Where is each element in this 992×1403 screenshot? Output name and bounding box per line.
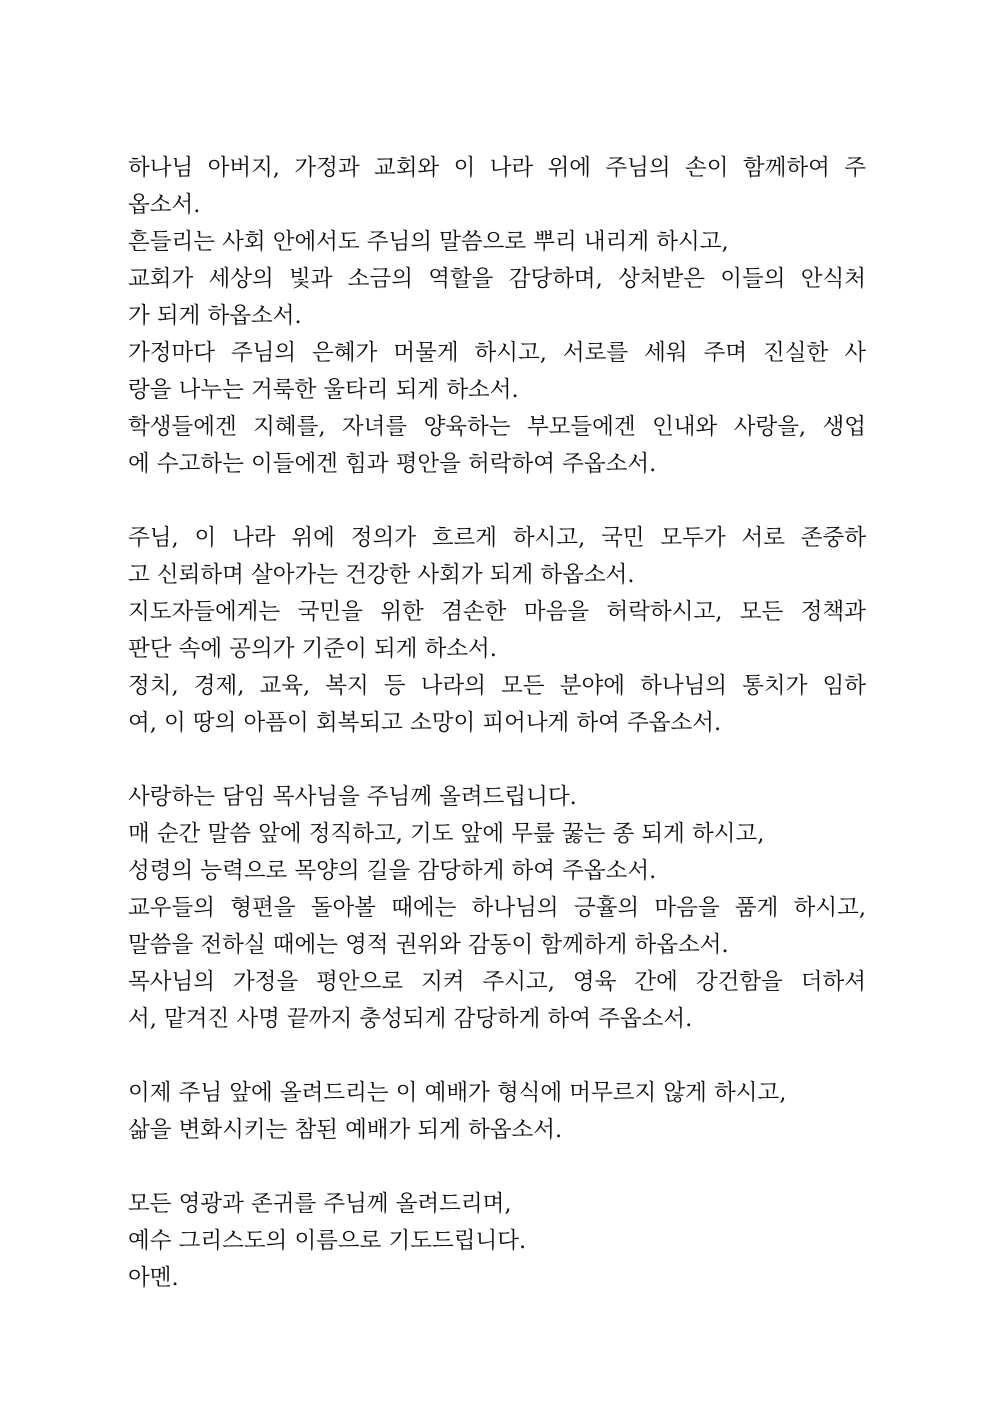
text-line: 옵소서. bbox=[128, 192, 201, 218]
text-line: 매 순간 말씀 앞에 정직하고, 기도 앞에 무릎 꿇는 종 되게 하시고, bbox=[128, 821, 765, 847]
text-line: 여, 이 땅의 아픔이 회복되고 소망이 피어나게 하여 주옵소서. bbox=[128, 710, 722, 736]
text-line: 성령의 능력으로 목양의 길을 감당하게 하여 주옵소서. bbox=[128, 858, 657, 884]
text-line: 교회가 세상의 빛과 소금의 역할을 감당하며, 상처받은 이들의 안식처 bbox=[128, 266, 866, 292]
text-line: 하나님 아버지, 가정과 교회와 이 나라 위에 주님의 손이 함께하여 주 bbox=[128, 155, 866, 181]
text-line: 아멘. bbox=[128, 1265, 179, 1291]
blank-line bbox=[128, 742, 866, 779]
text-line: 주님, 이 나라 위에 정의가 흐르게 하시고, 국민 모두가 서로 존중하 bbox=[128, 525, 866, 551]
blank-line bbox=[128, 1149, 866, 1186]
text-line: 지도자들에게는 국민을 위한 겸손한 마음을 허락하시고, 모든 정책과 bbox=[128, 599, 866, 625]
text-line: 모든 영광과 존귀를 주님께 올려드리며, bbox=[128, 1191, 512, 1217]
text-line: 서, 맡겨진 사명 끝까지 충성되게 감당하게 하여 주옵소서. bbox=[128, 1006, 693, 1032]
text-line: 예수 그리스도의 이름으로 기도드립니다. bbox=[128, 1228, 527, 1254]
text-line: 목사님의 가정을 평안으로 지켜 주시고, 영육 간에 강건함을 더하셔 bbox=[128, 969, 866, 995]
text-line: 학생들에겐 지혜를, 자녀를 양육하는 부모들에겐 인내와 사랑을, 생업 bbox=[128, 414, 866, 440]
blank-line bbox=[128, 1038, 866, 1075]
text-line: 고 신뢰하며 살아가는 건강한 사회가 되게 하옵소서. bbox=[128, 562, 635, 588]
prayer-text bbox=[128, 150, 866, 1297]
text-line: 말씀을 전하실 때에는 영적 권위와 감동이 함께하게 하옵소서. bbox=[128, 932, 729, 958]
text-line: 판단 속에 공의가 기준이 되게 하소서. bbox=[128, 636, 497, 662]
text-line: 가정마다 주님의 은혜가 머물게 하시고, 서로를 세워 주며 진실한 사 bbox=[128, 340, 866, 366]
text-line: 가 되게 하옵소서. bbox=[128, 303, 302, 329]
text-line: 에 수고하는 이들에겐 힘과 평안을 허락하여 주옵소서. bbox=[128, 451, 657, 477]
text-line: 교우들의 형편을 돌아볼 때에는 하나님의 긍휼의 마음을 품게 하시고, bbox=[128, 895, 866, 921]
text-line: 흔들리는 사회 안에서도 주님의 말씀으로 뿌리 내리게 하시고, bbox=[128, 229, 729, 255]
text-line: 랑을 나누는 거룩한 울타리 되게 하소서. bbox=[128, 377, 519, 403]
text-line: 정치, 경제, 교육, 복지 등 나라의 모든 분야에 하나님의 통치가 임하 bbox=[128, 673, 866, 699]
blank-line bbox=[128, 483, 866, 520]
text-line: 사랑하는 담임 목사님을 주님께 올려드립니다. bbox=[128, 784, 577, 810]
text-line: 삶을 변화시키는 참된 예배가 되게 하옵소서. bbox=[128, 1117, 563, 1143]
text-line: 이제 주님 앞에 올려드리는 이 예배가 형식에 머무르지 않게 하시고, bbox=[128, 1080, 787, 1106]
